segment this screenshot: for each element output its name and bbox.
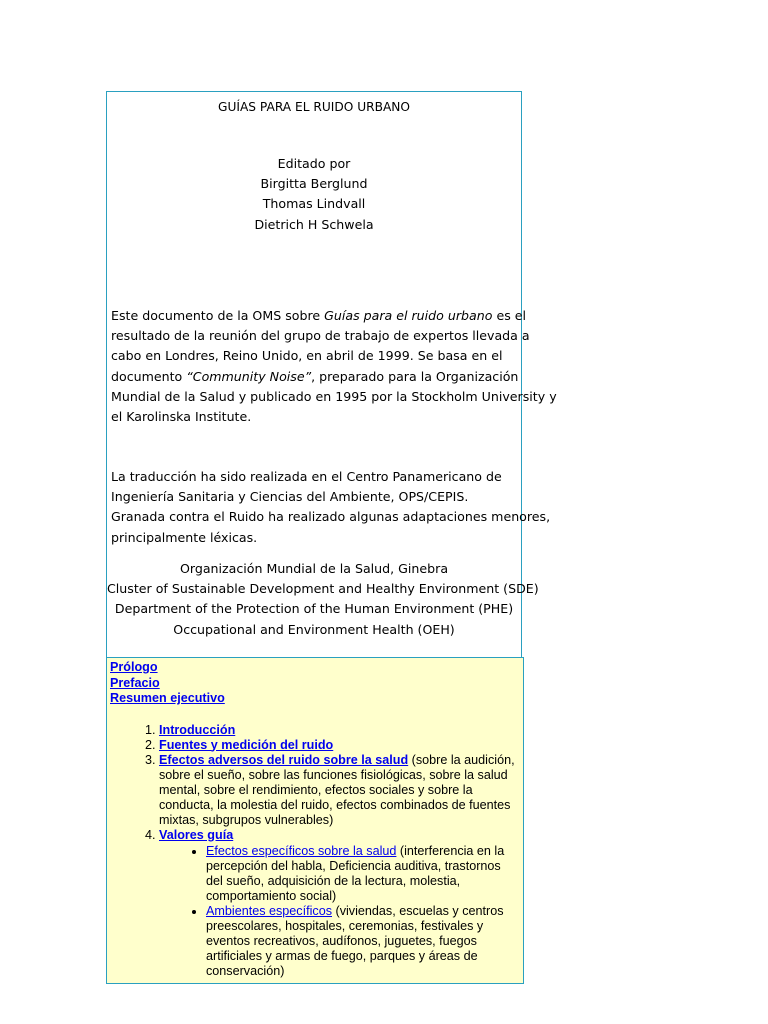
toc-sublist [159,844,520,979]
toc-subitem-description: (interferencia en la percepción del habla, Deficiencia auditiva, trastornos del sueño, adquisición de la lectura, molestia, comportamiento social) [206,843,505,903]
toc-link-prefacio[interactable]: Prefacio [110,675,160,690]
toc-link-resumen-ejecutivo[interactable]: Resumen ejecutivo [110,691,225,705]
table-of-contents [106,657,524,984]
toc-link-efectos-adversos[interactable]: Efectos adversos del ruido sobre la salud [159,752,409,767]
toc-subitem [206,904,520,979]
editors-block [107,154,521,235]
organization-name: Cluster of Sustainable Development and Healthy Environment (SDE) [107,581,539,597]
toc-chapter-item [159,753,520,828]
toc-link-fuentes[interactable]: Fuentes y medición del ruido [159,737,334,752]
toc-item-description: (sobre la audición, sobre el sueño, sobre las funciones fisiológicas, sobre la salud mental, sobre el rendimiento, efectos sociales y sobre la conducta, la molestia del ruido, efectos combinados de fuentes mixtas, subgrupos vulnerables) [159,752,515,827]
intro-text: Mundial de la Salud y publicado en 1995 por la Stockholm University y [111,388,557,404]
intro-text: cabo en Londres, Reino Unido, en abril de 1999. Se basa en el [111,348,503,364]
organization-name: Department of the Protection of the Human Environment (PHE) [114,601,514,617]
translation-text: Granada contra el Ruido ha realizado algunas adaptaciones menores, [111,509,551,525]
intro-text: Este documento de la OMS sobre [111,308,325,323]
editor-name: Thomas Lindvall [262,196,366,212]
intro-text: el Karolinska Institute. [111,409,252,425]
translation-paragraph [111,467,551,548]
editor-name: Birgitta Berglund [260,176,368,192]
community-noise-italic: “Community Noise” [186,368,312,384]
toc-chapter-item [159,723,520,738]
intro-text: es el [492,308,527,323]
toc-subitem-description: (viviendas, escuelas y centros preescolares, hospitales, ceremonias, festivales y eventos recreativos, audífonos, juguetes, fuegos artificiales y armas de fuego, parques y áreas de conservación) [206,903,504,978]
translation-text: principalmente léxicas. [111,529,258,545]
toc-link-efectos-especificos[interactable]: Efectos específicos sobre la salud [206,843,397,858]
document-header-panel [106,91,557,657]
intro-paragraph [111,306,557,427]
document-title: GUÍAS PARA EL RUIDO URBANO [218,100,410,114]
toc-link-prologo[interactable]: Prólogo [110,660,158,674]
toc-chapter-item [159,738,520,753]
toc-subitem [206,844,520,904]
intro-title-italic: Guías para el ruido urbano [324,308,493,323]
edited-by-label: Editado por [277,156,351,171]
organization-name: Organización Mundial de la Salud, Ginebra [179,561,449,576]
toc-link-valores-guia[interactable]: Valores guía [159,827,234,842]
intro-text: documento [111,368,187,384]
toc-top-links [110,660,520,707]
organizations-block [107,559,539,640]
translation-text: La traducción ha sido realizada en el Centro Panamericano de [111,469,502,484]
toc-chapter-list [110,723,520,979]
intro-text: , preparado para la Organización [311,368,519,384]
toc-link-ambientes-especificos[interactable]: Ambientes específicos [206,903,332,918]
toc-link-introduccion[interactable]: Introducción [159,722,236,737]
toc-chapter-item [159,828,520,979]
editor-name: Dietrich H Schwela [254,216,374,232]
organization-name: Occupational and Environment Health (OEH) [173,621,455,637]
intro-text: resultado de la reunión del grupo de trabajo de expertos llevada a [111,328,530,344]
translation-text: Ingeniería Sanitaria y Ciencias del Ambiente, OPS/CEPIS. [111,489,469,505]
